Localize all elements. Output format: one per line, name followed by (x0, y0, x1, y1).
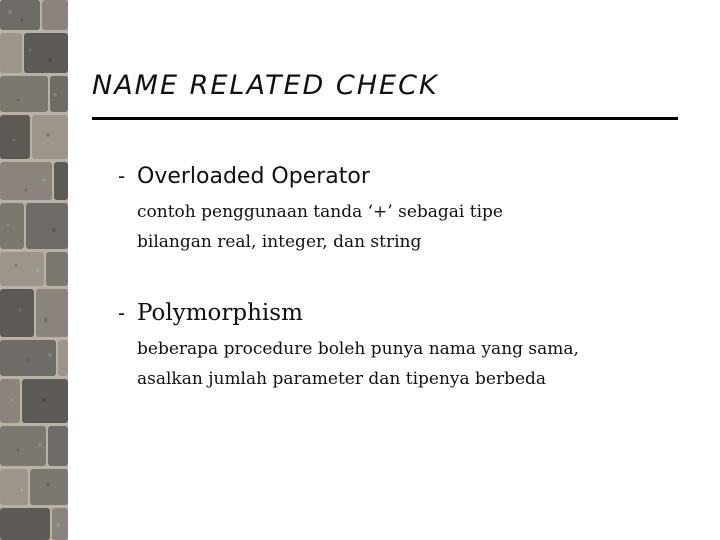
bullet-heading (118, 300, 698, 326)
description-line: contoh penggunaan tanda ‘+’ sebagai tipe (137, 202, 503, 222)
bullet-marker: - (118, 301, 126, 325)
stone-wall-image (0, 0, 68, 540)
bullet-overloaded-operator (118, 164, 698, 257)
bullet-marker: - (118, 164, 126, 188)
slide-title: NAME RELATED CHECK (92, 70, 439, 101)
bullet-title: Overloaded Operator (137, 164, 370, 189)
description-line: beberapa procedure boleh punya nama yang sama, (137, 339, 579, 359)
description-line: bilangan real, integer, dan string (137, 232, 422, 252)
stone-wall-decoration (0, 0, 68, 540)
bullet-polymorphism (118, 300, 698, 394)
title-underline (92, 117, 678, 120)
bullet-description (137, 334, 698, 394)
description-line: asalkan jumlah parameter dan tipenya berbeda (137, 369, 547, 389)
bullet-heading (118, 164, 698, 189)
bullet-description (137, 197, 698, 257)
bullet-title: Polymorphism (137, 300, 303, 326)
